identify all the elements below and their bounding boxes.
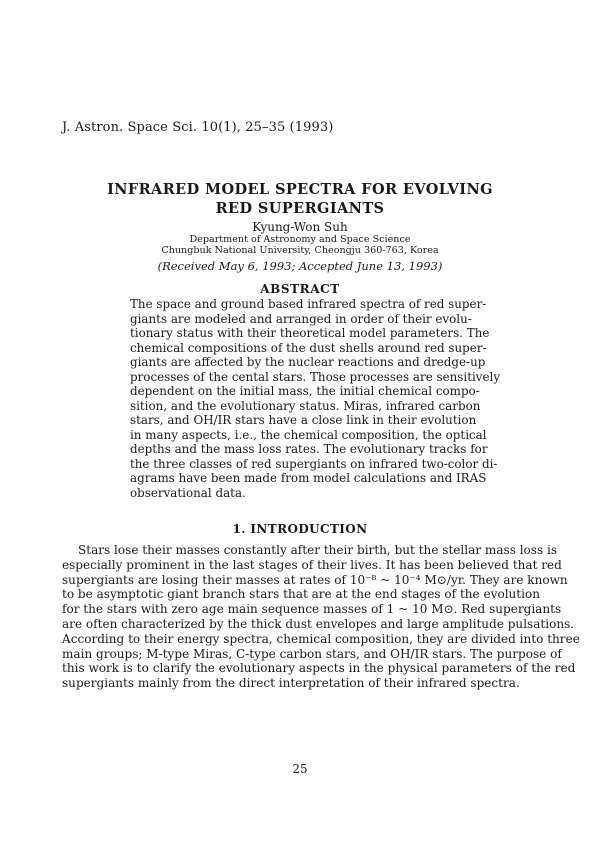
- author-name: Kyung-Won Suh: [252, 220, 348, 234]
- abstract-line: chemical compositions of the dust shells around red super-: [130, 340, 487, 355]
- page-number: 25: [292, 762, 308, 776]
- paragraph-line: to be asymptotic giant branch stars that are at the end stages of the evolution: [62, 587, 541, 602]
- received-dates: (Received May 6, 1993; Accepted June 13, 1993): [157, 259, 443, 273]
- title-line: RED SUPERGIANTS: [215, 200, 385, 217]
- paragraph-line: supergiants mainly from the direct interpretation of their infrared spectra.: [62, 676, 520, 691]
- abstract-line: giants are affected by the nuclear reactions and dredge-up: [130, 355, 486, 369]
- abstract-line: observational data.: [130, 485, 246, 500]
- abstract-line: giants are modeled and arranged in order of their evolu-: [130, 311, 472, 326]
- abstract-line: tionary status with their theoretical model parameters. The: [130, 326, 490, 340]
- affiliation-line: Chungbuk National University, Cheongju 360-763, Korea: [161, 245, 439, 256]
- paper-title: [90, 180, 510, 218]
- paragraph-line: According to their energy spectra, chemical composition, they are divided into three: [62, 631, 580, 646]
- author-affiliation: [0, 234, 600, 256]
- journal-reference: J. Astron. Space Sci. 10(1), 25–35 (1993): [62, 120, 334, 135]
- paragraph-line: Stars lose their masses constantly after their birth, but the stellar mass loss is: [78, 543, 558, 557]
- abstract-line: in many aspects, i.e., the chemical composition, the optical: [130, 427, 487, 442]
- title-line: INFRARED MODEL SPECTRA FOR EVOLVING: [107, 181, 493, 198]
- abstract-heading: ABSTRACT: [260, 282, 340, 296]
- abstract-line: processes of the cental stars. Those processes are sensitively: [130, 369, 501, 384]
- paragraph-line: main groups; M-type Miras, C-type carbon stars, and OH/IR stars. The purpose of: [62, 646, 562, 661]
- abstract-line: sition, and the evolutionary status. Miras, infrared carbon: [130, 398, 481, 413]
- abstract-line: dependent on the initial mass, the initial chemical compo-: [130, 384, 480, 398]
- section-heading-introduction: 1. INTRODUCTION: [232, 522, 368, 536]
- paragraph-line: supergiants are losing their masses at rates of 10⁻⁸ ~ 10⁻⁴ M⊙/yr. They are known: [62, 572, 568, 587]
- introduction-body: [62, 543, 580, 691]
- paragraph-line: especially prominent in the last stages of their lives. It has been believed that red: [62, 557, 562, 572]
- paragraph-line: this work is to clarify the evolutionary aspects in the physical parameters of the red: [62, 661, 576, 676]
- abstract-line: The space and ground based infrared spectra of red super-: [130, 297, 487, 311]
- abstract-line: agrams have been made from model calculations and IRAS: [130, 471, 487, 485]
- paragraph-line: for the stars with zero age main sequence masses of 1 ~ 10 M⊙. Red supergiants: [62, 602, 562, 617]
- abstract-line: the three classes of red supergiants on infrared two-color di-: [130, 456, 498, 471]
- abstract-line: stars, and OH/IR stars have a close link in their evolution: [130, 413, 477, 427]
- affiliation-line: Department of Astronomy and Space Science: [189, 234, 411, 245]
- abstract-line: depths and the mass loss rates. The evolutionary tracks for: [130, 442, 488, 456]
- paragraph-line: are often characterized by the thick dust envelopes and large amplitude pulsations.: [62, 616, 575, 631]
- abstract-body: [130, 297, 501, 500]
